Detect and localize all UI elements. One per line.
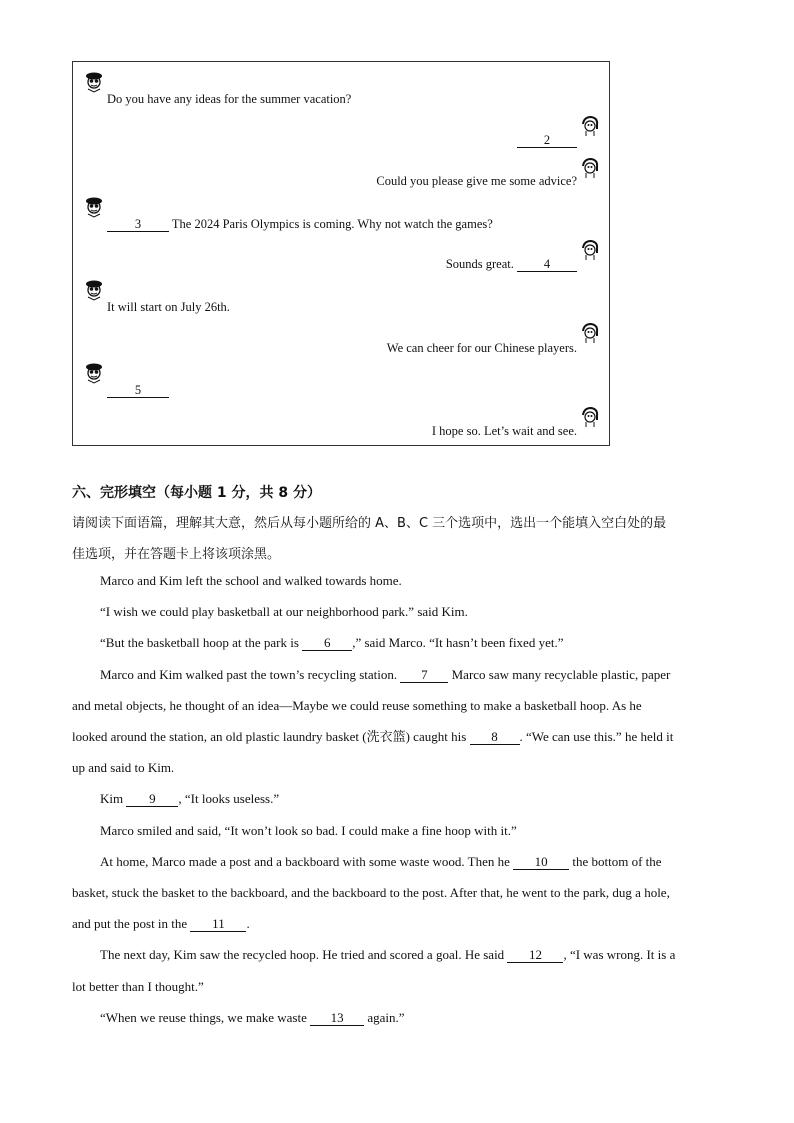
blank-3[interactable]: 3 xyxy=(107,217,169,232)
passage-line: The next day, Kim saw the recycled hoop. He tried and scored a goal. He said 12 , “I was wrong. It is a xyxy=(100,947,676,962)
girl-avatar-icon xyxy=(580,239,600,261)
boy-avatar-icon xyxy=(84,362,104,384)
passage-line: up and said to Kim. xyxy=(72,760,175,775)
passage-line: “I wish we could play basketball at our neighborhood park.” said Kim. xyxy=(100,604,468,619)
passage-line: lot better than I thought.” xyxy=(72,979,204,994)
dialogue-line: Sounds great. 4 xyxy=(446,256,577,272)
blank-2[interactable]: 2 xyxy=(517,133,577,148)
passage-line: basket, stuck the basket to the backboard, and the backboard to the post. After that, he went to the park, dug a hole, xyxy=(72,885,670,900)
passage-line: At home, Marco made a post and a backboard with some waste wood. Then he 10 the bottom of the xyxy=(100,854,662,869)
dialogue-line: Could you please give me some advice? xyxy=(376,174,577,188)
dialogue-line: 3 The 2024 Paris Olympics is coming. Why not watch the games? xyxy=(107,216,493,232)
passage-line: “When we reuse things, we make waste 13 again.” xyxy=(100,1010,405,1025)
passage-line: Marco and Kim walked past the town’s recycling station. 7 Marco saw many recyclable plastic, paper xyxy=(100,667,671,682)
blank-6[interactable]: 6 xyxy=(302,636,352,651)
dialogue-line: Do you have any ideas for the summer vacation? xyxy=(107,92,352,106)
blank-10[interactable]: 10 xyxy=(513,855,569,870)
passage-line: Marco smiled and said, “It won’t look so bad. I could make a fine hoop with it.” xyxy=(100,823,517,838)
dialogue-line: It will start on July 26th. xyxy=(107,300,230,314)
blank-4[interactable]: 4 xyxy=(517,257,577,272)
passage-line: and put the post in the 11 . xyxy=(72,916,250,931)
dialogue-line: We can cheer for our Chinese players. xyxy=(386,341,577,355)
girl-avatar-icon xyxy=(580,115,600,137)
passage-line: Marco and Kim left the school and walked towards home. xyxy=(100,573,402,588)
passage-line: looked around the station, an old plastic laundry basket (洗衣篮) caught his 8 . “We can use this.” he held it xyxy=(72,729,674,744)
dialogue-line: I hope so. Let’s wait and see. xyxy=(431,424,577,438)
blank-8[interactable]: 8 xyxy=(470,730,520,745)
dialogue-line xyxy=(107,382,169,398)
dialogue-line xyxy=(517,132,577,148)
passage-line: “But the basketball hoop at the park is 6 ,” said Marco. “It hasn’t been fixed yet.” xyxy=(100,635,564,650)
girl-avatar-icon xyxy=(580,322,600,344)
blank-9[interactable]: 9 xyxy=(126,792,178,807)
blank-12[interactable]: 12 xyxy=(507,948,563,963)
boy-avatar-icon xyxy=(84,279,104,301)
dialogue-box xyxy=(72,61,610,446)
girl-avatar-icon xyxy=(580,157,600,179)
girl-avatar-icon xyxy=(580,406,600,428)
passage-line: Kim 9 , “It looks useless.” xyxy=(100,791,280,806)
passage-line: and metal objects, he thought of an idea—Maybe we could reuse something to make a basketball hoop. As he xyxy=(72,698,642,713)
section-title: 六、完形填空（每小题 1 分，共 8 分） xyxy=(72,485,321,501)
boy-avatar-icon xyxy=(84,196,104,218)
blank-11[interactable]: 11 xyxy=(190,917,246,932)
blank-13[interactable]: 13 xyxy=(310,1011,364,1026)
instructions: 请阅读下面语篇，理解其大意，然后从每小题所给的 A、B、C 三个选项中，选出一个能填入空白处的最 xyxy=(72,516,667,531)
blank-7[interactable]: 7 xyxy=(400,668,448,683)
boy-avatar-icon xyxy=(84,71,104,93)
blank-5[interactable]: 5 xyxy=(107,383,169,398)
instructions: 佳选项，并在答题卡上将该项涂黑。 xyxy=(72,547,281,562)
